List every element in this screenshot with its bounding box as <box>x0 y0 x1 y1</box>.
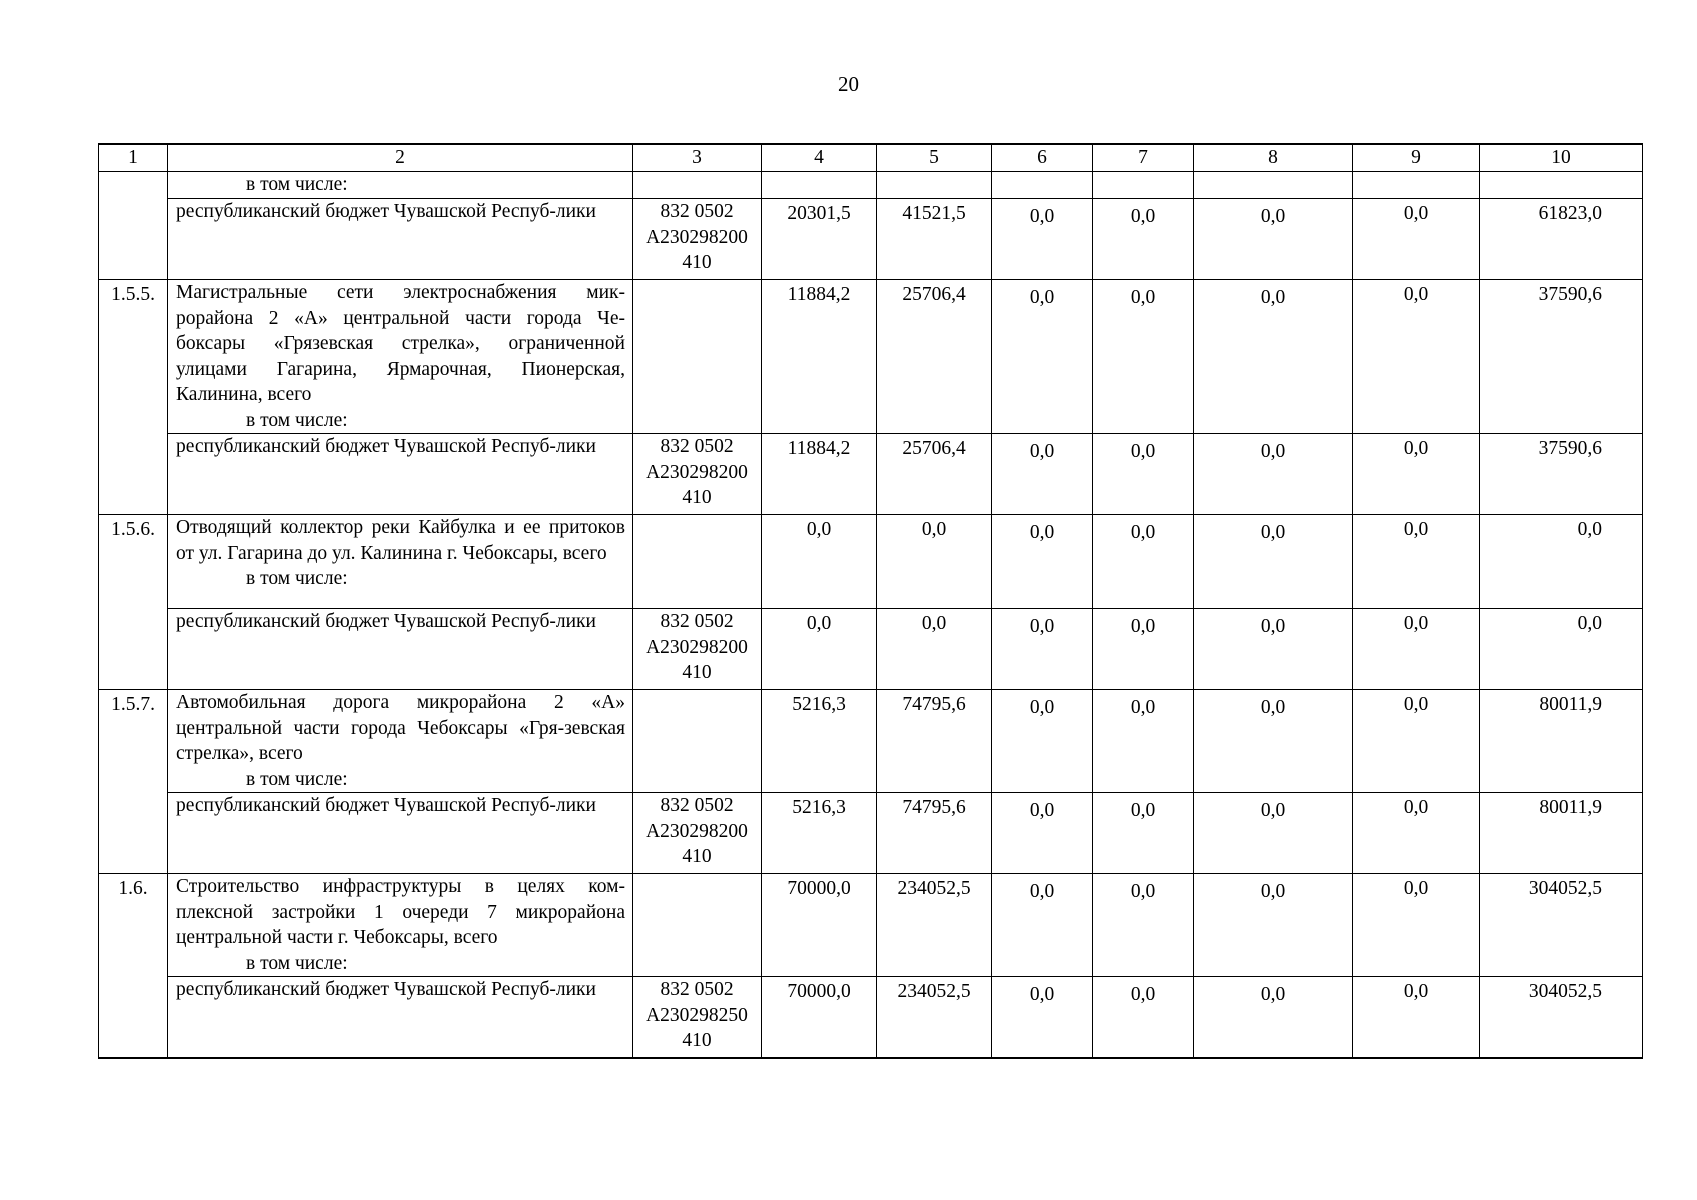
value-7: 0,0 <box>1093 280 1194 434</box>
value-4: 11884,2 <box>762 434 877 515</box>
including-label: в том числе: <box>246 568 348 589</box>
budget-classification-code: 832 0502 А230298200 410 <box>633 199 762 280</box>
value-6: 0,0 <box>992 280 1093 434</box>
value-7: 0,0 <box>1093 793 1194 874</box>
row-number-cell <box>99 977 168 1059</box>
item-name: Отводящий коллектор реки Кайбулка и ее притоков от ул. Гагарина до ул. Калинина г. Чебоксары, всего <box>176 517 625 564</box>
budget-table <box>98 143 1643 1059</box>
row-number: 1.5.5. <box>99 280 168 434</box>
value-7: 0,0 <box>1093 515 1194 609</box>
value-8: 0,0 <box>1194 977 1353 1059</box>
value-6: 0,0 <box>992 874 1093 977</box>
value-8: 0,0 <box>1194 280 1353 434</box>
funding-source-row <box>99 609 1643 690</box>
budget-classification-code: 832 0502 А230298200 410 <box>633 793 762 874</box>
including-label: в том числе: <box>246 952 348 974</box>
item-name: Строительство инфраструктуры в целях ком-плексной застройки 1 очереди 7 микрорайона центральной части г. Чебоксары, всего <box>176 876 625 948</box>
value-10: 304052,5 <box>1480 977 1643 1059</box>
value-9: 0,0 <box>1353 874 1480 977</box>
value-9: 0,0 <box>1353 434 1480 515</box>
row-name-cell <box>168 874 633 977</box>
row-number-cell <box>99 171 168 199</box>
table-row <box>99 874 1643 977</box>
row-number: 1.5.7. <box>99 690 168 793</box>
value-6: 0,0 <box>992 515 1093 609</box>
column-header: 6 <box>992 144 1093 171</box>
value-7: 0,0 <box>1093 690 1194 793</box>
column-header: 2 <box>168 144 633 171</box>
value-4: 70000,0 <box>762 874 877 977</box>
value-8: 0,0 <box>1194 690 1353 793</box>
column-header: 7 <box>1093 144 1194 171</box>
value-7: 0,0 <box>1093 874 1194 977</box>
column-header: 3 <box>633 144 762 171</box>
value-9: 0,0 <box>1353 280 1480 434</box>
empty-cell <box>1194 171 1353 199</box>
value-4: 20301,5 <box>762 199 877 280</box>
value-9: 0,0 <box>1353 977 1480 1059</box>
empty-cell <box>1480 171 1643 199</box>
value-5: 0,0 <box>877 609 992 690</box>
value-6: 0,0 <box>992 609 1093 690</box>
row-name-cell <box>168 171 633 199</box>
funding-source-name: республиканский бюджет Чувашской Респуб-лики <box>168 793 633 874</box>
value-5: 0,0 <box>877 515 992 609</box>
row-number: 1.6. <box>99 874 168 977</box>
value-6: 0,0 <box>992 199 1093 280</box>
value-8: 0,0 <box>1194 874 1353 977</box>
value-7: 0,0 <box>1093 609 1194 690</box>
table-row <box>99 690 1643 793</box>
value-8: 0,0 <box>1194 434 1353 515</box>
row-number-cell <box>99 793 168 874</box>
value-5: 25706,4 <box>877 280 992 434</box>
empty-cell <box>992 171 1093 199</box>
empty-cell <box>633 171 762 199</box>
budget-classification-code: 832 0502 А230298200 410 <box>633 434 762 515</box>
value-6: 0,0 <box>992 690 1093 793</box>
including-label: в том числе: <box>246 173 348 195</box>
empty-cell <box>877 171 992 199</box>
column-header-row <box>99 144 1643 171</box>
value-9: 0,0 <box>1353 690 1480 793</box>
value-4: 0,0 <box>762 609 877 690</box>
value-10: 0,0 <box>1480 609 1643 690</box>
budget-classification-code: 832 0502 А230298200 410 <box>633 609 762 690</box>
value-7: 0,0 <box>1093 977 1194 1059</box>
value-10: 80011,9 <box>1480 793 1643 874</box>
value-9: 0,0 <box>1353 199 1480 280</box>
column-header: 4 <box>762 144 877 171</box>
item-name: Магистральные сети электроснабжения мик-рорайона 2 «А» центральной части города Че-боксары «Грязевская стрелка», ограниченной улицами Гагарина, Ярмарочная, Пионерская, Калинина, всего <box>176 282 625 405</box>
value-5: 74795,6 <box>877 793 992 874</box>
funding-source-name: республиканский бюджет Чувашской Респуб-лики <box>168 434 633 515</box>
budget-classification-code: 832 0502 А230298250 410 <box>633 977 762 1059</box>
budget-classification-code <box>633 280 762 434</box>
value-5: 74795,6 <box>877 690 992 793</box>
column-header: 10 <box>1480 144 1643 171</box>
empty-cell <box>762 171 877 199</box>
value-8: 0,0 <box>1194 515 1353 609</box>
empty-cell <box>1353 171 1480 199</box>
value-6: 0,0 <box>992 793 1093 874</box>
including-label: в том числе: <box>246 409 348 431</box>
page-number: 20 <box>838 72 859 96</box>
value-7: 0,0 <box>1093 434 1194 515</box>
value-10: 80011,9 <box>1480 690 1643 793</box>
row-name-cell <box>168 690 633 793</box>
column-header: 9 <box>1353 144 1480 171</box>
value-10: 304052,5 <box>1480 874 1643 977</box>
value-4: 5216,3 <box>762 793 877 874</box>
budget-classification-code <box>633 690 762 793</box>
value-6: 0,0 <box>992 977 1093 1059</box>
table-row <box>99 280 1643 434</box>
value-10: 0,0 <box>1480 515 1643 609</box>
funding-source-name: республиканский бюджет Чувашской Респуб-лики <box>168 199 633 280</box>
column-header: 5 <box>877 144 992 171</box>
value-6: 0,0 <box>992 434 1093 515</box>
row-number-cell <box>99 609 168 690</box>
value-10: 37590,6 <box>1480 434 1643 515</box>
value-8: 0,0 <box>1194 199 1353 280</box>
budget-classification-code <box>633 874 762 977</box>
including-label: в том числе: <box>246 768 348 790</box>
subtotal-label-row <box>99 171 1643 199</box>
column-header: 8 <box>1194 144 1353 171</box>
row-number-cell <box>99 199 168 280</box>
value-4: 11884,2 <box>762 280 877 434</box>
item-name: Автомобильная дорога микрорайона 2 «А» центральной части города Чебоксары «Гря-зевская стрелка», всего <box>176 692 625 764</box>
funding-source-row <box>99 199 1643 280</box>
row-name-cell <box>168 280 633 434</box>
empty-cell <box>1093 171 1194 199</box>
row-number: 1.5.6. <box>99 515 168 609</box>
value-8: 0,0 <box>1194 793 1353 874</box>
funding-source-name: республиканский бюджет Чувашской Респуб-лики <box>168 609 633 690</box>
funding-source-name: республиканский бюджет Чувашской Респуб-лики <box>168 977 633 1059</box>
value-9: 0,0 <box>1353 609 1480 690</box>
value-5: 25706,4 <box>877 434 992 515</box>
value-5: 234052,5 <box>877 977 992 1059</box>
row-number-cell <box>99 434 168 515</box>
value-4: 0,0 <box>762 515 877 609</box>
funding-source-row <box>99 793 1643 874</box>
table-row <box>99 515 1643 609</box>
column-header: 1 <box>99 144 168 171</box>
value-9: 0,0 <box>1353 515 1480 609</box>
value-4: 5216,3 <box>762 690 877 793</box>
value-9: 0,0 <box>1353 793 1480 874</box>
value-10: 61823,0 <box>1480 199 1643 280</box>
funding-source-row <box>99 434 1643 515</box>
value-10: 37590,6 <box>1480 280 1643 434</box>
value-5: 41521,5 <box>877 199 992 280</box>
value-5: 234052,5 <box>877 874 992 977</box>
row-name-cell <box>168 515 633 609</box>
value-4: 70000,0 <box>762 977 877 1059</box>
value-8: 0,0 <box>1194 609 1353 690</box>
budget-classification-code <box>633 515 762 609</box>
funding-source-row <box>99 977 1643 1059</box>
value-7: 0,0 <box>1093 199 1194 280</box>
